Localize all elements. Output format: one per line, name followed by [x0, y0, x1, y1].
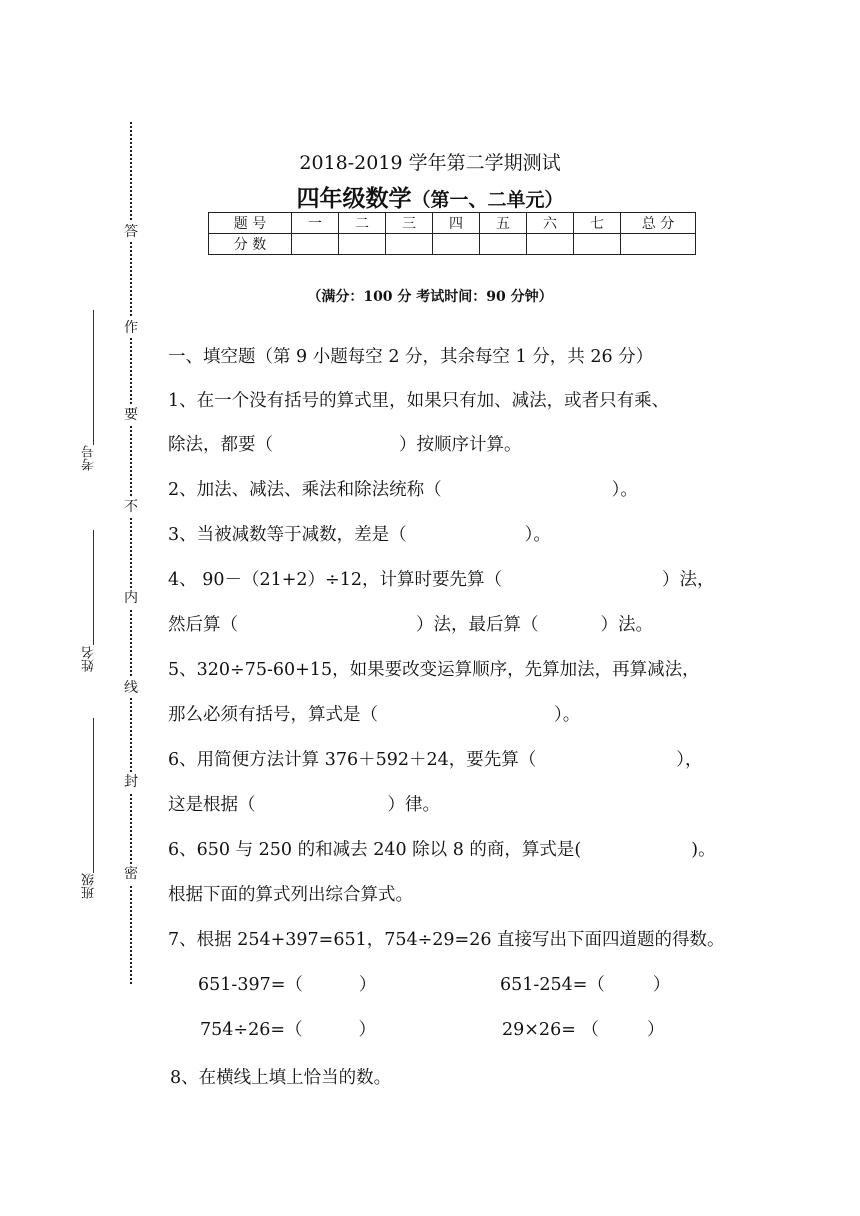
question-4-line-1 — [168, 566, 714, 591]
name-label: 姓名 — [82, 646, 97, 672]
seal-dotted-line — [130, 122, 132, 984]
score-cell: 五 — [480, 213, 527, 234]
exam-term-title: 2018-2019 学年第二学期测试 — [299, 152, 561, 174]
question-text: ）法。 — [600, 615, 653, 635]
question-text: 29×26= （ — [502, 1020, 599, 1040]
question-text: 6、650 与 250 的和减去 240 除以 8 的商，算式是( — [168, 840, 582, 860]
seal-char: 答 — [121, 222, 141, 242]
question-text: 4、 90－（21+2）÷12，计算时要先算（ — [168, 570, 502, 590]
question-text: 754÷26=（ — [200, 1020, 303, 1040]
q7-item-2 — [500, 971, 670, 996]
question-text: ）按顺序计算。 — [399, 435, 522, 455]
question-4-line-2 — [168, 611, 653, 636]
question-text: ）， — [676, 750, 703, 770]
question-text: ）。 — [554, 705, 581, 725]
question-text: 这是根据（ — [168, 795, 256, 815]
score-table-header-row — [209, 213, 696, 234]
exam-number-label: 考号 — [82, 445, 97, 471]
score-cell: 一 — [292, 213, 339, 234]
score-row-label: 分 数 — [209, 234, 292, 255]
question-2 — [168, 476, 638, 501]
question-text: 651-397=（ — [198, 975, 303, 995]
question-text: 然后算（ — [168, 615, 238, 635]
seal-char: 作 — [121, 318, 141, 338]
seal-char: 要 — [121, 405, 141, 425]
seal-char: 内 — [121, 588, 141, 608]
question-text: ） — [652, 975, 671, 995]
name-line — [93, 530, 94, 645]
seal-char: 线 — [121, 678, 141, 698]
q7-item-4 — [502, 1016, 664, 1041]
question-text: 2、加法、减法、乘法和除法统称（ — [168, 480, 442, 500]
exam-number-line — [93, 310, 94, 445]
score-cell: 二 — [339, 213, 386, 234]
score-table — [208, 212, 696, 255]
question-1-line-1: 1、在一个没有括号的算式里，如果只有加、减法，或者只有乘、 — [168, 391, 670, 411]
question-text: 6、用简便方法计算 376＋592＋24，要先算（ — [168, 750, 537, 770]
question-text: 3、当被减数等于减数，差是（ — [168, 525, 407, 545]
question-text: ）法， — [661, 570, 715, 590]
section-heading: 一、填空题（第 9 小题每空 2 分，其余每空 1 分，共 26 分） — [168, 347, 654, 367]
q7-item-1 — [198, 971, 376, 996]
score-cell: 总 分 — [621, 213, 696, 234]
score-blank[interactable] — [339, 234, 386, 255]
seal-char: 封 — [121, 772, 141, 792]
subject-subtitle: （第一、二单元） — [411, 189, 564, 211]
score-cell: 题 号 — [209, 213, 292, 234]
question-text: ）。 — [611, 480, 638, 500]
score-cell: 四 — [433, 213, 480, 234]
question-3 — [168, 521, 551, 546]
question-text: ） — [358, 975, 377, 995]
question-text: ） — [358, 1020, 376, 1040]
question-7: 7、根据 254+397=651，754÷29=26 直接写出下面四道题的得数。 — [168, 930, 725, 950]
question-text: )。 — [691, 840, 716, 860]
question-5-line-2 — [168, 701, 580, 726]
question-text: 651-254=（ — [500, 975, 605, 995]
score-blank[interactable] — [386, 234, 433, 255]
score-blank[interactable] — [480, 234, 527, 255]
question-text: ） — [646, 1020, 665, 1040]
class-label: 班级 — [82, 873, 97, 899]
score-cell: 三 — [386, 213, 433, 234]
question-6-line-2 — [168, 791, 440, 816]
question-8: 8、在横线上填上恰当的数。 — [170, 1068, 392, 1088]
score-blank[interactable] — [527, 234, 574, 255]
q7-item-3 — [200, 1016, 376, 1041]
question-6b-line-2: 根据下面的算式列出综合算式。 — [168, 885, 413, 905]
question-5-line-1: 5、320÷75-60+15，如果要改变运算顺序，先算加法，再算减法， — [168, 660, 700, 680]
score-table-score-row — [209, 234, 696, 255]
score-blank[interactable] — [621, 234, 696, 255]
class-line — [93, 718, 94, 873]
subject-title: 四年级数学 — [296, 185, 412, 212]
score-cell: 六 — [527, 213, 574, 234]
seal-char: 不 — [121, 497, 141, 517]
score-cell: 七 — [574, 213, 621, 234]
question-text: 除法，都要（ — [168, 435, 273, 455]
question-text: ）法，最后算（ — [416, 615, 539, 635]
question-text: 那么必须有括号，算式是（ — [168, 705, 378, 725]
question-text: ）律。 — [387, 795, 440, 815]
exam-note: （满分：100 分 考试时间：90 分钟） — [307, 289, 553, 305]
score-blank[interactable] — [292, 234, 339, 255]
exam-subject-title — [0, 180, 860, 213]
question-6-line-1 — [168, 746, 703, 771]
score-blank[interactable] — [574, 234, 621, 255]
question-text: ）。 — [524, 525, 551, 545]
question-6b-line-1 — [168, 836, 716, 861]
question-1-line-2 — [168, 431, 522, 456]
score-blank[interactable] — [433, 234, 480, 255]
seal-char: 密 — [121, 864, 141, 884]
